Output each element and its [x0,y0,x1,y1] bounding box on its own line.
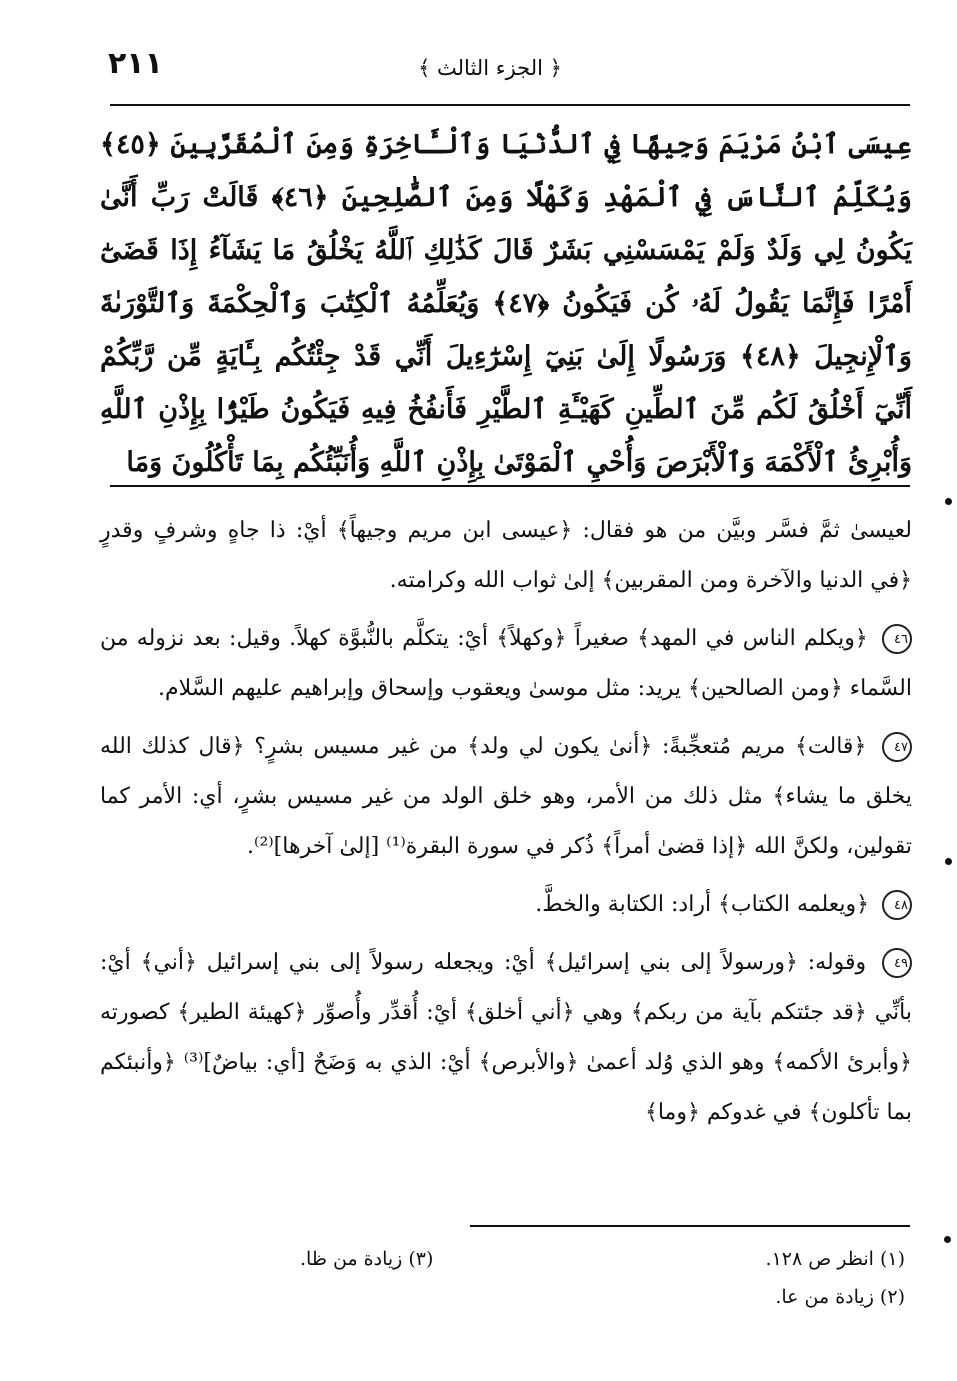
page-number: ٢١١ [108,46,163,81]
footnote-rule [470,1225,910,1227]
verse-number-badge: ٤٩ [882,948,912,978]
margin-mark [945,498,952,505]
footnote-row [300,1240,905,1278]
running-title: ﴿ الجزء الثالث ﴾ [418,56,562,80]
commentary-paragraph [100,506,912,606]
verse-number-badge: ٤٧ [882,732,912,762]
margin-mark [944,1236,951,1243]
footnote: (٣) زيادة من ظا. [300,1248,434,1270]
commentary-paragraph [100,938,912,1138]
paragraph-text: وقوله: ﴿ورسولاً إلى بني إسرائيل﴾ أيْ: ويجعله رسولاً إلى بني إسرائيل ﴿أني﴾ أيْ: بأنِّي ﴿قد جئتكم بآية من ربكم﴾ وهي ﴿أني أخلق﴾ أيْ: أُقدِّر وأُصوِّر ﴿كهيئة الطير﴾ كصورته ﴿وأبرئ الأكمه﴾ وهو الذي وُلد أعمىٰ ﴿والأبرص﴾ أيْ: الذي به وَضَحٌ [أي: بياضٌ]⁽³⁾ ﴿وأنبئكم بما تأكلون﴾ في غدوكم ﴿وما﴾ [100,950,912,1125]
footnote-row [300,1278,905,1316]
commentary-paragraph [100,614,912,714]
commentary [100,506,912,1146]
verse-number-badge: ٤٨ [882,890,912,920]
paragraph-text: ﴿ويعلمه الكتاب﴾ أراد: الكتابة والخطَّ. [535,892,869,917]
margin-mark [945,858,952,865]
paragraph-text: ﴿قالت﴾ مريم مُتعجِّبةً: ﴿أنىٰ يكون لي ولد﴾ من غير مسيس بشرٍ؟ ﴿قال كذلك الله يخلق ما يشاء﴾ مثل ذلك من الأمر، وهو خلق الولد من غير مسيس بشرٍ، أي: الأمر كما تقولين، ولكنَّ الله ﴿إذا قضىٰ أمراً﴾ ذُكر في سورة البقرة⁽¹⁾ [إلىٰ آخرها]⁽²⁾. [100,734,912,859]
footnote: (٢) زيادة من عا. [775,1286,905,1308]
footnote: (١) انظر ص ١٢٨. [765,1248,905,1270]
verse-number-badge: ٤٦ [882,624,912,654]
paragraph-text: ﴿ويكلم الناس في المهد﴾ صغيراً ﴿وكهلاً﴾ أيْ: يتكلَّم بالنُّبوَّة كهلاً. وقيل: بعد نزوله من السَّماء ﴿ومن الصالحين﴾ يريد: مثل موسىٰ ويعقوب وإسحاق وإبراهيم عليهم السَّلام. [100,626,912,701]
quran-verses: عِيسَى ٱبْنُ مَرْيَمَ وَجِيهًا فِي ٱلدُّنْيَا وَٱلْـَٔاخِرَةِ وَمِنَ ٱلْمُقَرَّبِينَ ﴿٤٥﴾ وَيُكَلِّمُ ٱلنَّاسَ فِي ٱلْمَهْدِ وَكَهْلًا وَمِنَ ٱلصَّٰلِحِينَ ﴿٤٦﴾ قَالَتْ رَبِّ أَنَّىٰ يَكُونُ لِي وَلَدٌ وَلَمْ يَمْسَسْنِي بَشَرٌ قَالَ كَذَٰلِكِ ٱللَّهُ يَخْلُقُ مَا يَشَآءُ إِذَا قَضَىٰٓ أَمْرًا فَإِنَّمَا يَقُولُ لَهُۥ كُن فَيَكُونُ ﴿٤٧﴾ وَيُعَلِّمُهُ ٱلْكِتَٰبَ وَٱلْحِكْمَةَ وَٱلتَّوْرَىٰةَ وَٱلْإِنجِيلَ ﴿٤٨﴾ وَرَسُولًا إِلَىٰ بَنِيٓ إِسْرَٰٓءِيلَ أَنِّي قَدْ جِئْتُكُم بِـَٔايَةٍ مِّن رَّبِّكُمْ أَنِّيٓ أَخْلُقُ لَكُم مِّنَ ٱلطِّينِ كَهَيْـَٔةِ ٱلطَّيْرِ فَأَنفُخُ فِيهِ فَيَكُونُ طَيْرًۢا بِإِذْنِ ٱللَّهِ وَأُبْرِئُ ٱلْأَكْمَهَ وَٱلْأَبْرَصَ وَأُحْيِ ٱلْمَوْتَىٰ بِإِذْنِ ٱللَّهِ وَأُنَبِّئُكُم بِمَا تَأْكُلُونَ وَمَا [100,129,913,478]
header-rule [110,104,910,106]
commentary-paragraph [100,722,912,872]
section-divider [110,485,910,487]
footnotes [300,1240,905,1316]
commentary-paragraph [100,880,912,930]
paragraph-text: لعيسىٰ ثمَّ فسَّر وبيَّن من هو فقال: ﴿عيسى ابن مريم وجيهاً﴾ أيْ: ذا جاهٍ وشرفٍ وقدرٍ ﴿في الدنيا والآخرة ومن المقربين﴾ إلىٰ ثواب الله وكرامته. [100,518,912,593]
